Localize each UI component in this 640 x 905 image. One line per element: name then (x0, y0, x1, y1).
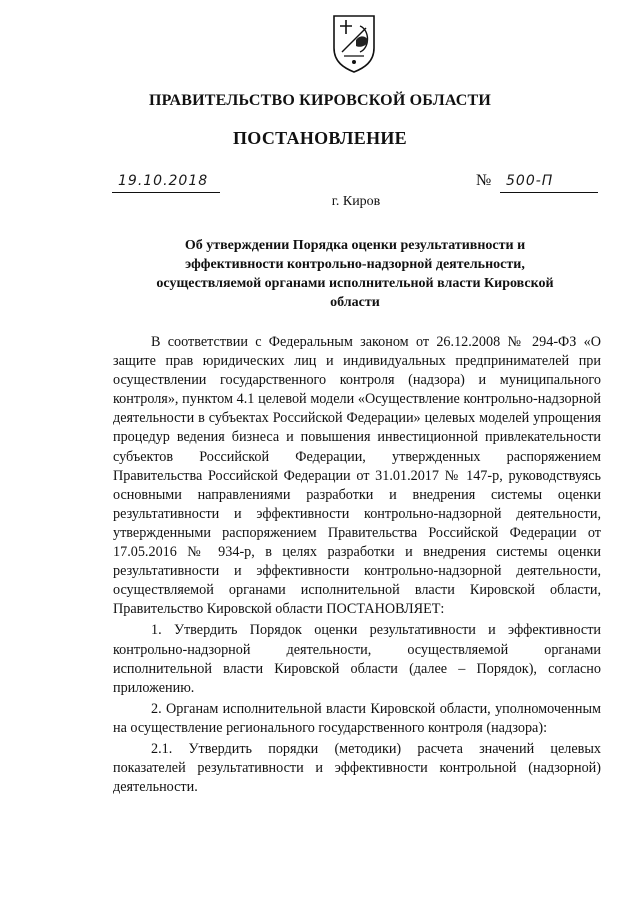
kirov-coat-of-arms-icon (330, 12, 378, 74)
document-body (113, 333, 601, 797)
paragraph-2-1: 2.1. Утвердить порядки (методики) расчета значений целевых показателей результативности и эффективности контрольной (надзорной) деятельности. (113, 740, 601, 796)
paragraph-1: 1. Утвердить Порядок оценки результативности и эффективности контрольно-надзорной деятельности, осуществляемой органами исполнительной власти Кировской области (далее – Порядок), согласно приложению. (113, 622, 601, 696)
government-title: ПРАВИТЕЛЬСТВО КИРОВСКОЙ ОБЛАСТИ (148, 92, 492, 109)
paragraph-2: 2. Органам исполнительной власти Кировской области, уполномоченным на осуществление регионального государственного контроля (надзора): (113, 700, 601, 736)
number-value: 500-П (506, 173, 554, 189)
date-value: 19.10.2018 (118, 173, 209, 189)
number-sign: № (476, 172, 492, 189)
city: г. Киров (331, 194, 381, 209)
document-date (112, 172, 220, 193)
document-subject: Об утверждении Порядка оценки результативности и эффективности контрольно-надзорной деятельности, осуществляемой органами исполнительной власти Кировской области (156, 238, 554, 310)
preamble-paragraph: В соответствии с Федеральным законом от 26.12.2008 № 294-ФЗ «О защите прав юридических лиц и индивидуальных предпринимателей при осуществлении государственного контроля (надзора) и муниципального контроля», пунктом 4.1 целевой модели «Осуществление контрольно-надзорной деятельности в субъектах Российской Федерации» целевых моделей упрощения процедур ведения бизнеса и повышения инвестиционной привлекательности субъектов Российской Федерации, утвержденных распоряжением Правительства Российской Федерации от 31.01.2017 № 147-р, руководствуясь основными направлениями разработки и внедрения системы оценки результативности и эффективности контрольно-надзорной деятельности, утвержденными распоряжением Правительства Российской Федерации от 17.05.2016 № 934-р, в целях разработки и внедрения системы оценки результативности и эффективности контрольно-надзорной деятельности, осуществляемой органами исполнительной власти Кировской области, Правительство Кировской области ПОСТАНОВЛЯЕТ: (113, 334, 601, 618)
document-number (476, 172, 598, 192)
document-type: ПОСТАНОВЛЕНИЕ (233, 128, 407, 148)
